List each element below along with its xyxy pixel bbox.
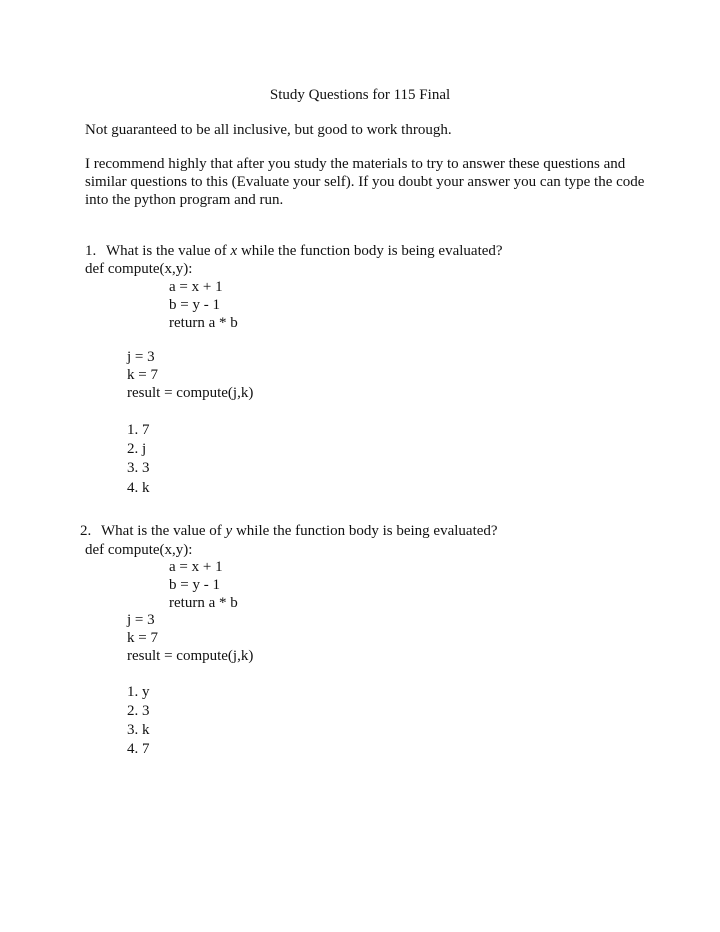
question-2-call-line: j = 3 <box>127 612 155 628</box>
question-1-option: 1. 7 <box>127 422 150 438</box>
question-2-body-line: a = x + 1 <box>169 559 223 575</box>
question-2-option: 4. 7 <box>127 741 150 757</box>
question-1-option: 4. k <box>127 480 150 496</box>
question-2-text-after: while the function body is being evaluated? <box>232 523 498 539</box>
question-1-call-line: j = 3 <box>127 349 155 365</box>
question-1-body-line: return a * b <box>169 315 238 331</box>
question-1-body-line: a = x + 1 <box>169 279 223 295</box>
question-2-option: 2. 3 <box>127 703 150 719</box>
recommendation-paragraph: I recommend highly that after you study the materials to try to answer these questions and similar questions to this (Evaluate your self). If you doubt your answer you can type the code into the python program and run. <box>85 156 645 208</box>
question-2-body-line: return a * b <box>169 595 238 611</box>
question-2-prompt <box>101 522 498 540</box>
question-1-option: 2. j <box>127 441 147 457</box>
question-1-def: def compute(x,y): <box>85 261 193 277</box>
question-2-body-line: b = y - 1 <box>169 577 220 593</box>
question-2-variable: y <box>225 523 233 539</box>
question-2-option: 1. y <box>127 684 150 700</box>
question-2-call-line: result = compute(j,k) <box>127 648 254 664</box>
question-1-body-line: b = y - 1 <box>169 297 220 313</box>
question-2-option: 3. k <box>127 722 150 738</box>
question-2-call-line: k = 7 <box>127 630 158 646</box>
question-1-number: 1. <box>85 243 97 259</box>
page-title: Study Questions for 115 Final <box>269 87 451 103</box>
question-2-def: def compute(x,y): <box>85 542 193 558</box>
question-1-text-after: while the function body is being evaluated? <box>237 243 503 259</box>
question-1-option: 3. 3 <box>127 460 150 476</box>
intro-paragraph: Not guaranteed to be all inclusive, but good to work through. <box>85 122 452 138</box>
question-2-number: 2. <box>80 523 92 539</box>
question-1-text-before: What is the value of <box>106 243 231 259</box>
question-1-call-line: result = compute(j,k) <box>127 385 254 401</box>
question-1-prompt <box>106 242 503 260</box>
question-1-variable: x <box>230 243 238 259</box>
question-2-text-before: What is the value of <box>101 523 226 539</box>
question-1-call-line: k = 7 <box>127 367 158 383</box>
